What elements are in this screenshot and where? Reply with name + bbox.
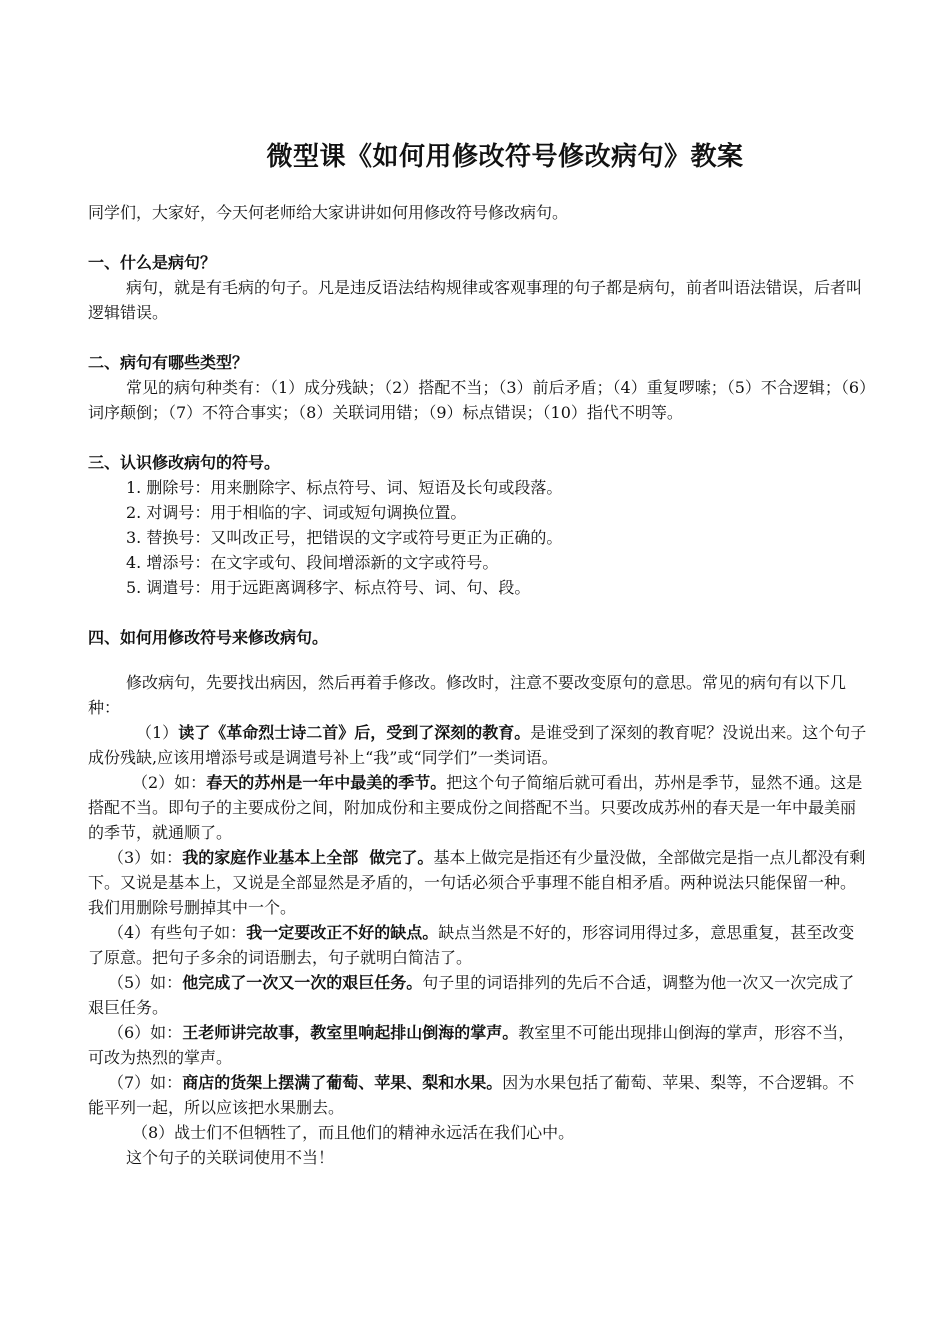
example-prefix: （4）有些句子如：: [108, 923, 247, 942]
example-explanation: 教室里不可能出现排山倒海的掌声，形容不当，可改为热烈的掌声。: [88, 1023, 855, 1067]
example-paragraph: [88, 1020, 870, 1070]
example-prefix: （2）如：: [132, 773, 207, 792]
example-prefix: （7）如：: [108, 1073, 183, 1092]
section-4-lead: 修改病句，先要找出病因，然后再着手修改。修改时，注意不要改变原句的意思。常见的病句有以下几种：: [88, 673, 847, 717]
example-paragraph: [88, 970, 870, 1020]
example-sentence: 商店的货架上摆满了葡萄、苹果、梨和水果。: [182, 1073, 503, 1092]
example-prefix: （1）: [136, 723, 179, 742]
example-sentence: 我的家庭作业基本上全部 做完了。: [182, 848, 434, 867]
example-paragraph: [88, 770, 870, 845]
document-title: 微型课《如何用修改符号修改病句》教案: [266, 142, 744, 172]
example-prefix: （5）如：: [108, 973, 183, 992]
closing-remark: 这个句子的关联词使用不当！: [126, 1148, 335, 1167]
example-explanation: 基本上做完是指还有少量没做，全部做完是指一点儿都没有剩下。又说是基本上，又说是全部显然是矛盾的，一句话必须合乎事理不能自相矛盾。两种说法只能保留一种。我们用删除号删掉其中一个。: [88, 848, 866, 917]
section-1-heading: 一、什么是病句？: [88, 253, 217, 272]
example-paragraph: [88, 920, 870, 970]
example-paragraph: [88, 720, 870, 770]
symbol-list-item: 4. 增添号：在文字或句、段间增添新的文字或符号。: [126, 553, 499, 572]
section-2-heading: 二、病句有哪些类型？: [88, 353, 249, 372]
section-3-heading: 三、认识修改病句的符号。: [88, 453, 281, 472]
example-explanation: 缺点当然是不好的，形容词用得过多，意思重复，甚至改变了原意。把句子多余的词语删去，句子就明白简洁了。: [88, 923, 855, 967]
example-sentence: 我一定要改正不好的缺点。: [246, 923, 439, 942]
section-1-text: 病句，就是有毛病的句子。凡是违反语法结构规律或客观事理的句子都是病句，前者叫语法错误，后者叫逻辑错误。: [88, 278, 863, 322]
symbol-list-item: 2. 对调号：用于相临的字、词或短句调换位置。: [126, 503, 467, 522]
example-explanation: 把这个句子简缩后就可看出，苏州是季节，显然不通。这是搭配不当。即句子的主要成份之间，附加成份和主要成份之间搭配不当。只要改成苏州的春天是一年中最美丽的季节，就通顺了。: [88, 773, 863, 842]
symbol-list-item: 3. 替换号：又叫改正号，把错误的文字或符号更正为正确的。: [126, 528, 563, 547]
intro-paragraph: 同学们，大家好，今天何老师给大家讲讲如何用修改符号修改病句。: [88, 203, 569, 222]
example-paragraph: [88, 1120, 870, 1145]
example-sentence: 读了《革命烈士诗二首》后，受到了深刻的教育。: [178, 723, 531, 742]
example-paragraph: [88, 1070, 870, 1120]
example-prefix: （3）如：: [108, 848, 183, 867]
example-explanation: 因为水果包括了葡萄、苹果、梨等，不合逻辑。不能平列一起，所以应该把水果删去。: [88, 1073, 855, 1117]
example-sentence: 王老师讲完故事，教室里响起排山倒海的掌声。: [182, 1023, 519, 1042]
example-explanation: （8）战士们不但牺牲了，而且他们的精神永远活在我们心中。: [132, 1123, 575, 1142]
symbol-list-item: 1. 删除号：用来删除字、标点符号、词、短语及长句或段落。: [126, 478, 563, 497]
symbol-list-item: 5. 调遣号：用于远距离调移字、标点符号、词、句、段。: [126, 578, 531, 597]
example-sentence: 春天的苏州是一年中最美的季节。: [206, 773, 447, 792]
example-paragraph: [88, 845, 870, 920]
example-explanation: 句子里的词语排列的先后不合适，调整为他一次又一次完成了艰巨任务。: [88, 973, 855, 1017]
example-explanation: 是谁受到了深刻的教育呢？没说出来。这个句子成份残缺,应该用增添号或是调遣号补上“我”或“同学们”一类词语。: [88, 723, 867, 767]
section-4-heading: 四、如何用修改符号来修改病句。: [88, 628, 329, 647]
example-sentence: 他完成了一次又一次的艰巨任务。: [182, 973, 423, 992]
example-prefix: （6）如：: [108, 1023, 183, 1042]
section-2-text: 常见的病句种类有：（1）成分残缺；（2）搭配不当；（3）前后矛盾；（4）重复啰嗦；（5）不合逻辑；（6）词序颠倒；（7）不符合事实；（8）关联词用错；（9）标点错误；（10）指代不明等。: [88, 378, 868, 422]
document-body: [88, 200, 870, 1170]
